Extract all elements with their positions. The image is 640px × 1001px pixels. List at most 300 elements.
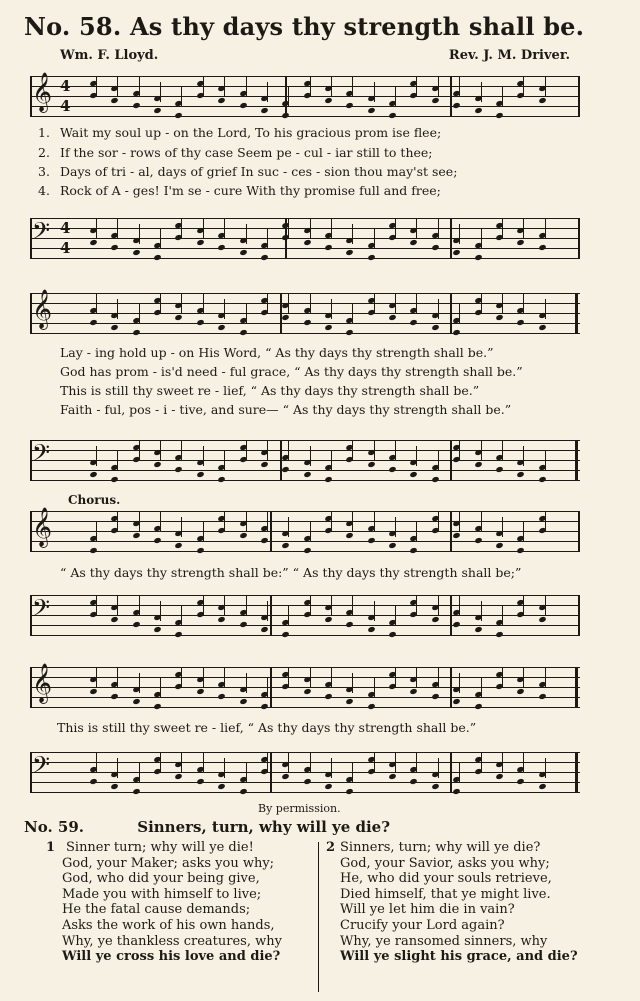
note-stem bbox=[374, 601, 375, 621]
notes bbox=[80, 218, 570, 258]
note-stem bbox=[331, 451, 332, 471]
note-stem bbox=[481, 601, 482, 621]
note-head bbox=[303, 471, 311, 478]
note-stem bbox=[545, 668, 546, 688]
note-stem bbox=[267, 293, 268, 313]
note-stem bbox=[181, 87, 182, 107]
note-head bbox=[303, 239, 311, 246]
note-stem bbox=[224, 758, 225, 778]
note-head bbox=[409, 688, 417, 695]
note-stem bbox=[502, 517, 503, 537]
note-stem bbox=[181, 752, 182, 772]
note-stem bbox=[416, 522, 417, 542]
note-head bbox=[324, 244, 332, 251]
note-head bbox=[324, 476, 332, 483]
note-head bbox=[110, 244, 118, 251]
note-head bbox=[110, 476, 118, 483]
note-head bbox=[431, 476, 439, 483]
note-head bbox=[217, 616, 225, 623]
note-stem bbox=[224, 219, 225, 239]
note-stem bbox=[96, 446, 97, 466]
note-stem bbox=[374, 440, 375, 460]
note-stem bbox=[246, 596, 247, 616]
note-head bbox=[132, 788, 140, 795]
note-stem bbox=[203, 446, 204, 466]
note-head bbox=[474, 537, 482, 544]
note-head bbox=[89, 547, 97, 554]
verse-line: God, your Savior, asks you why; bbox=[340, 855, 550, 871]
note-stem bbox=[481, 678, 482, 698]
note-stem bbox=[331, 219, 332, 239]
note-head bbox=[217, 476, 225, 483]
note-stem bbox=[416, 218, 417, 238]
permission-note: By permission. bbox=[258, 802, 341, 815]
note-head bbox=[132, 249, 140, 256]
note-stem bbox=[160, 512, 161, 532]
verse-line: God, who did your being give, bbox=[62, 871, 260, 887]
note-stem bbox=[416, 76, 417, 96]
note-head bbox=[217, 783, 225, 790]
note-head bbox=[538, 324, 546, 331]
note-head bbox=[345, 788, 353, 795]
note-stem bbox=[352, 77, 353, 97]
notes bbox=[80, 440, 570, 480]
note-head bbox=[409, 778, 417, 785]
note-stem bbox=[139, 511, 140, 531]
note-stem bbox=[459, 673, 460, 693]
note-head bbox=[452, 329, 460, 336]
notes bbox=[80, 76, 570, 116]
note-stem bbox=[96, 76, 97, 96]
note-head bbox=[196, 239, 204, 246]
note-stem bbox=[267, 440, 268, 460]
note-stem bbox=[310, 522, 311, 542]
note-head bbox=[281, 542, 289, 549]
stanza-2-line-2: God has prom - is'd need - ful grace, “ As thy days thy strength shall be.” bbox=[60, 364, 523, 379]
note-stem bbox=[224, 595, 225, 615]
note-stem bbox=[459, 77, 460, 97]
note-head bbox=[174, 773, 182, 780]
note-stem bbox=[117, 299, 118, 319]
verse-line: He the fatal cause demands; bbox=[62, 902, 251, 918]
note-head bbox=[132, 532, 140, 539]
note-head bbox=[495, 314, 503, 321]
note-stem bbox=[203, 76, 204, 96]
note-head bbox=[367, 626, 375, 633]
note-stem bbox=[288, 517, 289, 537]
note-stem bbox=[459, 511, 460, 531]
stanza-1-line-1: 1. Wait my soul up - on the Lord, To his gracious prom ise flee; bbox=[38, 125, 442, 140]
note-stem bbox=[523, 522, 524, 542]
note-stem bbox=[438, 299, 439, 319]
note-head bbox=[153, 537, 161, 544]
note-stem bbox=[352, 596, 353, 616]
note-head bbox=[516, 547, 524, 554]
system-2-bass-staff bbox=[30, 440, 580, 480]
note-head bbox=[324, 324, 332, 331]
note-stem bbox=[267, 229, 268, 249]
time-signature: 4 4 bbox=[60, 77, 71, 115]
note-stem bbox=[288, 293, 289, 313]
note-stem bbox=[224, 511, 225, 531]
note-stem bbox=[310, 667, 311, 687]
note-head bbox=[431, 97, 439, 104]
note-head bbox=[281, 466, 289, 473]
verse-line: Why, ye ransomed sinners, why bbox=[340, 933, 548, 949]
note-stem bbox=[96, 522, 97, 542]
note-stem bbox=[395, 667, 396, 687]
chorus-bass-staff-2 bbox=[30, 752, 580, 792]
note-stem bbox=[331, 299, 332, 319]
note-head bbox=[495, 112, 503, 119]
note-head bbox=[324, 693, 332, 700]
note-stem bbox=[117, 451, 118, 471]
note-stem bbox=[160, 229, 161, 249]
note-head bbox=[110, 616, 118, 623]
verse-line: Made you with himself to live; bbox=[62, 886, 262, 902]
note-stem bbox=[331, 76, 332, 96]
note-head bbox=[132, 621, 140, 628]
note-stem bbox=[267, 82, 268, 102]
time-signature: 4 4 bbox=[60, 219, 71, 257]
note-stem bbox=[374, 752, 375, 772]
note-head bbox=[452, 532, 460, 539]
note-stem bbox=[139, 77, 140, 97]
note-stem bbox=[117, 511, 118, 531]
note-stem bbox=[502, 606, 503, 626]
note-stem bbox=[459, 440, 460, 460]
note-head bbox=[174, 112, 182, 119]
note-stem bbox=[481, 752, 482, 772]
note-head bbox=[110, 324, 118, 331]
chorus-treble-staff-2 bbox=[30, 663, 580, 707]
verse-line: Died himself, that ye might live. bbox=[340, 886, 551, 902]
note-stem bbox=[545, 511, 546, 531]
note-head bbox=[324, 616, 332, 623]
note-head bbox=[452, 249, 460, 256]
note-head bbox=[431, 324, 439, 331]
note-stem bbox=[310, 294, 311, 314]
verse-line: Sinner turn; why will ye die! bbox=[66, 840, 254, 855]
note-stem bbox=[181, 441, 182, 461]
note-stem bbox=[96, 294, 97, 314]
note-head bbox=[452, 788, 460, 795]
note-stem bbox=[267, 512, 268, 532]
note-stem bbox=[139, 224, 140, 244]
note-stem bbox=[352, 440, 353, 460]
note-head bbox=[367, 461, 375, 468]
note-head bbox=[409, 471, 417, 478]
note-head bbox=[239, 532, 247, 539]
note-stem bbox=[203, 667, 204, 687]
treble-clef-icon: 𝄞 bbox=[32, 72, 53, 112]
notes bbox=[80, 293, 570, 333]
note-head bbox=[516, 688, 524, 695]
note-head bbox=[174, 314, 182, 321]
note-stem bbox=[288, 87, 289, 107]
note-head bbox=[345, 329, 353, 336]
note-head bbox=[89, 688, 97, 695]
note-head bbox=[452, 621, 460, 628]
verse-line: God, your Maker; asks you why; bbox=[62, 855, 275, 871]
chorus-bass-staff-1 bbox=[30, 595, 580, 635]
note-head bbox=[196, 319, 204, 326]
note-head bbox=[132, 102, 140, 109]
note-stem bbox=[246, 673, 247, 693]
note-stem bbox=[481, 440, 482, 460]
note-stem bbox=[96, 595, 97, 615]
author-credit: Rev. J. M. Driver. bbox=[448, 48, 570, 63]
note-stem bbox=[374, 229, 375, 249]
note-stem bbox=[246, 77, 247, 97]
chorus-lyric-line-2: This is still thy sweet re - lief, “ As thy days thy strength shall be.” bbox=[57, 720, 477, 735]
note-stem bbox=[160, 440, 161, 460]
note-stem bbox=[331, 511, 332, 531]
note-stem bbox=[117, 595, 118, 615]
note-stem bbox=[523, 667, 524, 687]
note-stem bbox=[331, 668, 332, 688]
note-head bbox=[367, 107, 375, 114]
note-head bbox=[153, 107, 161, 114]
note-head bbox=[388, 773, 396, 780]
note-stem bbox=[459, 304, 460, 324]
note-head bbox=[153, 703, 161, 710]
note-head bbox=[452, 102, 460, 109]
note-head bbox=[217, 97, 225, 104]
system-2-treble-staff bbox=[30, 289, 580, 333]
note-stem bbox=[331, 595, 332, 615]
note-stem bbox=[502, 218, 503, 238]
note-stem bbox=[438, 595, 439, 615]
note-head bbox=[388, 542, 396, 549]
note-head bbox=[89, 471, 97, 478]
note-stem bbox=[416, 753, 417, 773]
note-stem bbox=[523, 446, 524, 466]
hymn-58-number: No. 58. bbox=[24, 12, 122, 41]
note-stem bbox=[310, 218, 311, 238]
system-1-treble-staff bbox=[30, 72, 580, 116]
notes bbox=[80, 595, 570, 635]
treble-clef-icon: 𝄞 bbox=[32, 507, 53, 547]
note-head bbox=[345, 698, 353, 705]
note-head bbox=[409, 319, 417, 326]
note-stem bbox=[203, 753, 204, 773]
note-stem bbox=[267, 678, 268, 698]
note-head bbox=[239, 788, 247, 795]
note-head bbox=[260, 626, 268, 633]
note-stem bbox=[203, 522, 204, 542]
note-stem bbox=[139, 440, 140, 460]
note-head bbox=[495, 466, 503, 473]
note-head bbox=[367, 254, 375, 261]
note-stem bbox=[481, 512, 482, 532]
note-head bbox=[431, 616, 439, 623]
note-stem bbox=[96, 218, 97, 238]
note-head bbox=[516, 239, 524, 246]
verse-line: Will ye let him die in vain? bbox=[340, 902, 515, 918]
note-stem bbox=[117, 219, 118, 239]
note-stem bbox=[374, 82, 375, 102]
note-head bbox=[260, 703, 268, 710]
note-head bbox=[538, 97, 546, 104]
note-head bbox=[474, 703, 482, 710]
note-stem bbox=[395, 218, 396, 238]
note-head bbox=[367, 537, 375, 544]
note-head bbox=[217, 693, 225, 700]
note-stem bbox=[117, 76, 118, 96]
verse-line: He, who did your souls retrieve, bbox=[340, 871, 552, 887]
column-divider bbox=[318, 842, 319, 992]
note-stem bbox=[523, 76, 524, 96]
note-stem bbox=[160, 82, 161, 102]
note-stem bbox=[181, 218, 182, 238]
note-stem bbox=[374, 512, 375, 532]
note-head bbox=[324, 783, 332, 790]
note-stem bbox=[288, 218, 289, 238]
note-stem bbox=[288, 606, 289, 626]
note-head bbox=[388, 466, 396, 473]
notes bbox=[80, 752, 570, 792]
note-stem bbox=[395, 87, 396, 107]
note-head bbox=[538, 783, 546, 790]
hymn-59-verse-1: 1 Sinner turn; why will ye die! God, your Maker; asks you why; God, who did your being give, Made you with himself to live; He the fatal cause demands; Asks the work of his own hands, Why, ye thankless creatures, why Will ye cross his love and die? bbox=[62, 840, 317, 965]
note-head bbox=[89, 239, 97, 246]
note-stem bbox=[459, 224, 460, 244]
note-stem bbox=[481, 293, 482, 313]
note-stem bbox=[203, 595, 204, 615]
note-head bbox=[345, 532, 353, 539]
note-head bbox=[474, 107, 482, 114]
note-stem bbox=[288, 441, 289, 461]
note-head bbox=[281, 112, 289, 119]
note-stem bbox=[203, 294, 204, 314]
note-stem bbox=[545, 451, 546, 471]
note-head bbox=[196, 688, 204, 695]
note-head bbox=[196, 778, 204, 785]
verse-line: Sinners, turn; why will ye die? bbox=[340, 840, 541, 855]
note-stem bbox=[331, 758, 332, 778]
note-stem bbox=[246, 440, 247, 460]
note-head bbox=[281, 314, 289, 321]
note-stem bbox=[416, 446, 417, 466]
note-stem bbox=[117, 668, 118, 688]
note-stem bbox=[181, 517, 182, 537]
note-stem bbox=[502, 667, 503, 687]
note-head bbox=[196, 547, 204, 554]
note-head bbox=[474, 626, 482, 633]
note-head bbox=[174, 631, 182, 638]
notes bbox=[80, 511, 570, 551]
verse-line: Will ye cross his love and die? bbox=[62, 949, 281, 965]
stanza-3-line-1: 3. Days of tri - al, days of grief In suc - ces - sion thou may'st see; bbox=[38, 164, 458, 179]
verse-line: Crucify your Lord again? bbox=[340, 917, 505, 933]
note-stem bbox=[502, 293, 503, 313]
stanza-2-line-1: 2. If the sor - rows of thy case Seem pe - cul - iar still to thee; bbox=[38, 145, 433, 160]
note-stem bbox=[438, 758, 439, 778]
note-stem bbox=[181, 293, 182, 313]
stanza-1-line-2: Lay - ing hold up - on His Word, “ As thy days thy strength shall be.” bbox=[60, 345, 494, 360]
note-stem bbox=[224, 451, 225, 471]
note-stem bbox=[374, 678, 375, 698]
note-head bbox=[431, 693, 439, 700]
note-stem bbox=[203, 218, 204, 238]
note-head bbox=[89, 778, 97, 785]
note-head bbox=[174, 466, 182, 473]
note-head bbox=[516, 778, 524, 785]
note-head bbox=[239, 249, 247, 256]
note-stem bbox=[438, 511, 439, 531]
note-head bbox=[303, 778, 311, 785]
note-stem bbox=[160, 678, 161, 698]
note-head bbox=[110, 693, 118, 700]
note-head bbox=[367, 703, 375, 710]
note-stem bbox=[502, 441, 503, 461]
note-head bbox=[239, 102, 247, 109]
note-head bbox=[474, 461, 482, 468]
note-stem bbox=[96, 667, 97, 687]
note-stem bbox=[545, 595, 546, 615]
note-stem bbox=[416, 595, 417, 615]
note-stem bbox=[523, 595, 524, 615]
note-stem bbox=[224, 76, 225, 96]
note-head bbox=[474, 254, 482, 261]
note-head bbox=[260, 461, 268, 468]
note-stem bbox=[352, 763, 353, 783]
note-head bbox=[303, 547, 311, 554]
chorus-lyric-line-1: “ As thy days thy strength shall be:” “ As thy days thy strength shall be;” bbox=[60, 565, 522, 580]
notes bbox=[80, 667, 570, 707]
note-head bbox=[495, 773, 503, 780]
note-stem bbox=[139, 673, 140, 693]
note-head bbox=[303, 319, 311, 326]
note-head bbox=[196, 471, 204, 478]
verse-line: Will ye slight his grace, and die? bbox=[340, 949, 578, 965]
note-head bbox=[281, 631, 289, 638]
note-stem bbox=[352, 673, 353, 693]
note-head bbox=[153, 461, 161, 468]
note-stem bbox=[310, 595, 311, 615]
note-head bbox=[495, 542, 503, 549]
note-stem bbox=[246, 511, 247, 531]
note-stem bbox=[139, 304, 140, 324]
note-stem bbox=[181, 606, 182, 626]
chorus-treble-staff-1 bbox=[30, 507, 580, 551]
bass-clef-icon: 𝄢 bbox=[32, 594, 51, 627]
note-head bbox=[452, 698, 460, 705]
note-head bbox=[388, 112, 396, 119]
note-stem bbox=[181, 667, 182, 687]
note-stem bbox=[160, 752, 161, 772]
note-head bbox=[538, 476, 546, 483]
note-stem bbox=[416, 294, 417, 314]
note-stem bbox=[352, 224, 353, 244]
note-head bbox=[345, 621, 353, 628]
note-stem bbox=[160, 601, 161, 621]
note-head bbox=[538, 616, 546, 623]
note-stem bbox=[438, 219, 439, 239]
note-head bbox=[132, 329, 140, 336]
note-stem bbox=[139, 763, 140, 783]
note-head bbox=[260, 537, 268, 544]
note-stem bbox=[502, 87, 503, 107]
treble-clef-icon: 𝄞 bbox=[32, 663, 53, 703]
note-stem bbox=[545, 219, 546, 239]
hymn-59-verse-2: 2 Sinners, turn; why will ye die? God, your Savior, asks you why; He, who did your souls retrieve, Died himself, that ye might live. Will ye let him die in vain? Crucify your Lord again? Why, ye ransomed sinners, why Will ye slight his grace, and die? bbox=[340, 840, 580, 965]
bass-clef-icon: 𝄢 bbox=[32, 217, 51, 250]
note-head bbox=[516, 319, 524, 326]
note-head bbox=[388, 631, 396, 638]
note-stem bbox=[246, 763, 247, 783]
